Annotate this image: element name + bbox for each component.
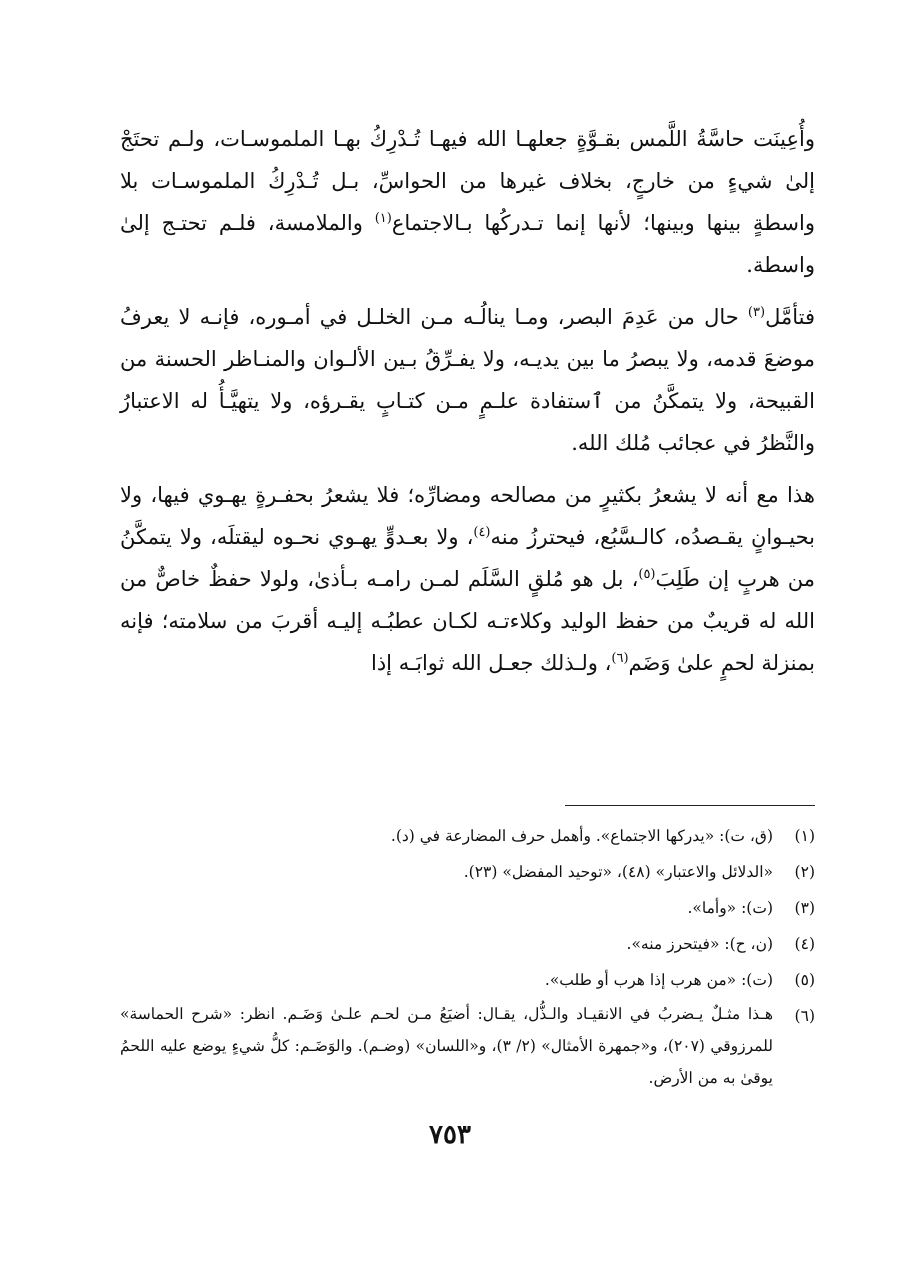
paragraph-1 xyxy=(120,118,815,286)
paragraph-3-text-d: ، ولـذلك جعـل الله ثوابَـه إذا xyxy=(371,651,612,675)
footnote-number: (٥) xyxy=(794,971,815,989)
paragraph-gap xyxy=(120,464,815,474)
footnote-divider xyxy=(565,805,815,806)
footnote-item xyxy=(120,854,815,890)
paragraph-1-text-b: والملامسة، فلـم تحتـج إلىٰ واسطة. xyxy=(120,211,815,277)
paragraph-3-text-a: هذا مع أنه لا يشعرُ بكثيرٍ من مصالحه ومضارِّه؛ فلا يشعرُ بحفـرةٍ يهـوي فيها، ولا بحيـوانٍ يقـصدُه، كالـسَّبُع، فيحترزُ منه xyxy=(120,483,815,549)
footnote-number: (٢) xyxy=(794,863,815,881)
paragraph-3-text-b: ، ولا بعـدوٍّ يهـوي نحـوه ليقتلَه، ولا يتمكَّنُ من هربٍ إن طَلِبَ xyxy=(120,525,816,591)
paragraph-2 xyxy=(120,296,815,464)
paragraph-2-text-b: حال من عَدِمَ البصر، ومـا ينالُـه مـن الخلـل في أمـوره، فإنـه لا يعرفُ موضعَ قدمه، ولا يبصرُ ما بين يديـه، ولا يفـرِّقُ بـين الألـوان والمنـاظر الحسنة من القبيحة، ولا يتمكَّنُ من ٱستفادة علـمٍ مـن كتـابٍ يقـرؤه، ولا يتهيَّـأُ له الاعتبارُ والنَّظرُ في عجائب مُلك الله. xyxy=(120,305,815,455)
footnote-ref-5[interactable]: (٥) xyxy=(638,567,656,582)
footnote-number: (٣) xyxy=(794,899,815,917)
footnote-item xyxy=(120,998,815,1094)
footnote-item xyxy=(120,818,815,854)
footnote-ref-3[interactable]: (٣) xyxy=(747,305,766,320)
paragraph-1-text-a: وأُعِينَت حاسَّةُ اللَّمس بقـوَّةٍ جعلهـا الله فيهـا تُـدْرِكُ بهـا الملموسـات، ولـم تحتَجْ إلىٰ شيءٍ من خارجٍ، بخلاف غيرها من الحواسِّ، بـل تُـدْرِكُ الملموسـات بلا واسطةٍ بينها وبينها؛ لأنها إنما تـدركُها بـالاجتماع xyxy=(120,127,815,235)
footnote-text: «الدلائل والاعتبار» (٤٨)، «توحيد المفضل» (٢٣). xyxy=(463,863,773,881)
footnote-number: (١) xyxy=(794,827,815,845)
footnote-text: (ق، ت): «يدركها الاجتماع». وأهمل حرف المضارعة في (د). xyxy=(390,827,773,845)
footnote-text: هـذا مثـلٌ يـضربُ في الانقيـاد والـذُّل، يقـال: أضيَعُ مـن لحـم علـىٰ وَضَـم. انظر: «شرح الحماسة» للمرزوقي (٢٠٧)، و«جمهرة الأمثال» (٢/ ٣)، و«اللسان» (وضـم). والوَضَـم: كلُّ شيءٍ يوضع عليه اللحمُ يوقىٰ به من الأرض. xyxy=(120,1005,773,1087)
footnote-number: (٤) xyxy=(794,935,815,953)
footnote-ref-1[interactable]: (١) xyxy=(374,211,392,226)
footnote-number: (٦) xyxy=(794,1007,815,1025)
footnote-item xyxy=(120,926,815,962)
footnote-item xyxy=(120,890,815,926)
footnote-item xyxy=(120,962,815,998)
paragraph-3 xyxy=(120,474,815,684)
footnote-text: (ن، ح): «فيتحرز منه». xyxy=(626,935,773,953)
paragraph-2-text-a: فتأمَّل xyxy=(765,305,815,329)
footnote-ref-6[interactable]: (٦) xyxy=(611,651,629,666)
footnote-text: (ت): «من هرب إذا هرب أو طلب». xyxy=(544,971,773,989)
main-text xyxy=(120,118,815,684)
footnote-text: (ت): «وأما». xyxy=(687,899,773,917)
paragraph-3-text-c: ، بل هو مُلقٍ السَّلَم لمـن رامـه بـأذىٰ، ولولا حفظٌ خاصٌّ من الله له قريبٌ من حفظ الوليد وكلاءتـه لكـان عطبُـه إليـه أقربَ من سلامته؛ فإنه بمنزلة لحمٍ علىٰ وَضَم xyxy=(120,567,815,675)
page-number: ٧٥٣ xyxy=(429,1120,471,1150)
footnote-ref-4[interactable]: (٤) xyxy=(473,525,491,540)
footnotes-section xyxy=(120,818,815,1094)
